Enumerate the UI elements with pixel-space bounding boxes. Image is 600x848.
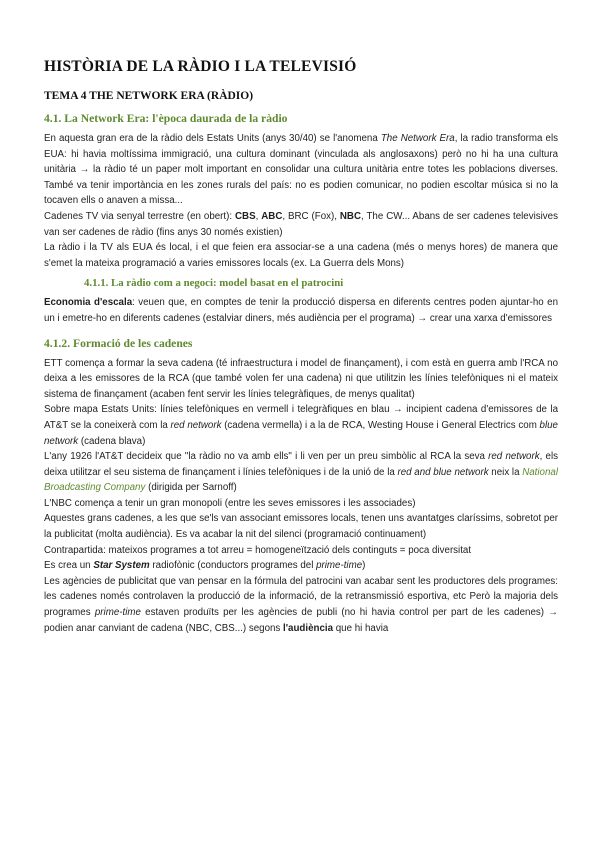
paragraph: L'NBC comença a tenir un gran monopoli (entre les seves emissores i les associades) — [44, 497, 416, 509]
paragraph: Es crea un Star System radiofònic (conductors programes del prime-time) — [44, 560, 366, 572]
section-4-1-heading: 4.1. La Network Era: l'època daurada de la ràdio — [44, 112, 288, 125]
paragraph: En aquesta gran era de la ràdio dels Estats Units (anys 30/40) se l'anomena The Network Era, la radio transforma els EUA: hi havia moltíssima immigració, una cultura dominant (vinculada als anglosaxons) però no hi ha una cultura unitària → la ràdio té un paper molt important en consolidar una cultura unitària entre totes les poblacions diverses. També va tenir importància en les zones rurals del país: no es podien comunicar, no podien escoltar música si no la tocaven ells o anaven a missa... — [44, 133, 558, 207]
paragraph: Economia d'escala: veuen que, en comptes de tenir la producció dispersa en diferents centres poden ajuntar-ho en un i emetre-ho en diferents cadenes (estalviar diners, més audiència per el programa) → crear una xarxa d'emissores — [44, 297, 558, 324]
paragraph: Les agències de publicitat que van pensar en la fórmula del patrocini van acabar sent les productores dels programes: les cadenes només controlaven la producció de la informació, de la retransmissió esportiva, etc Però la majoria dels programes prime-time estaven produïts per les agències de publi (no hi havia control per part de les cadenes) → podien anar canviant de cadena (NBC, CBS...) segons l'audiència que hi havia — [44, 575, 559, 634]
paragraph: La ràdio i la TV als EUA és local, i el que feien era associar-se a una cadena (més o menys hores) de manera que s'emet la mateixa programació a varies emissores locals (ex. La Guerra dels Mons) — [44, 242, 558, 269]
paragraph: Contrapartida: mateixos programes a tot arreu = homogeneïtzació dels continguts = poca diversitat — [44, 544, 472, 556]
paragraph: Sobre mapa Estats Units: línies telefòniques en vermell i telegràfiques en blau → incipient cadena d'emissores de la AT&T se la coneixerà com la red network (cadena vermella) i a la de RCA, Westing House i General Electrics com blue network (cadena blava) — [44, 404, 558, 447]
paragraph: ETT comença a formar la seva cadena (té infraestructura i model de finançament), i com està en guerra amb l'RCA no deixa a les emissores de la RCA (que també volen fer una cadena) ni que utilitzin les línies telefòniques ni el mateix sistema de finançament (acaben fent servir les línies telegràfiques, de menys qualitat) — [44, 357, 558, 400]
section-4-1-1-heading: 4.1.1. La ràdio com a negoci: model basat en el patrocini — [84, 277, 344, 290]
section-4-1-2-heading: 4.1.2. Formació de les cadenes — [44, 336, 193, 350]
tema-heading: TEMA 4 THE NETWORK ERA (RÀDIO) — [44, 90, 254, 102]
paragraph: L'any 1926 l'AT&T decideix que "la ràdio no va amb ells" i li ven per un preu simbòlic al RCA la seva red network, els deixa utilitzar el seu sistema de finançament i línies telefòniques i de la unió de la red and blue network neix la National Broadcasting Company (dirigida per Sarnoff) — [44, 451, 558, 494]
paragraph: Aquestes grans cadenes, a les que se'ls van associant emissores locals, tenen uns avantatges claríssims, sobretot per la publicitat (molta audiència). Es va acabar la nit del silenci (programació continuament) — [44, 513, 558, 541]
document-title: HISTÒRIA DE LA RÀDIO I LA TELEVISIÓ — [44, 58, 357, 75]
document-page — [44, 58, 558, 636]
paragraph: Cadenes TV via senyal terrestre (en obert): CBS, ABC, BRC (Fox), NBC, The CW... Abans de ser cadenes televisives van ser cadenes de ràdio (fins anys 30 només existien) — [44, 210, 558, 238]
nbc-link[interactable]: National Broadcasting Company — [44, 466, 558, 494]
